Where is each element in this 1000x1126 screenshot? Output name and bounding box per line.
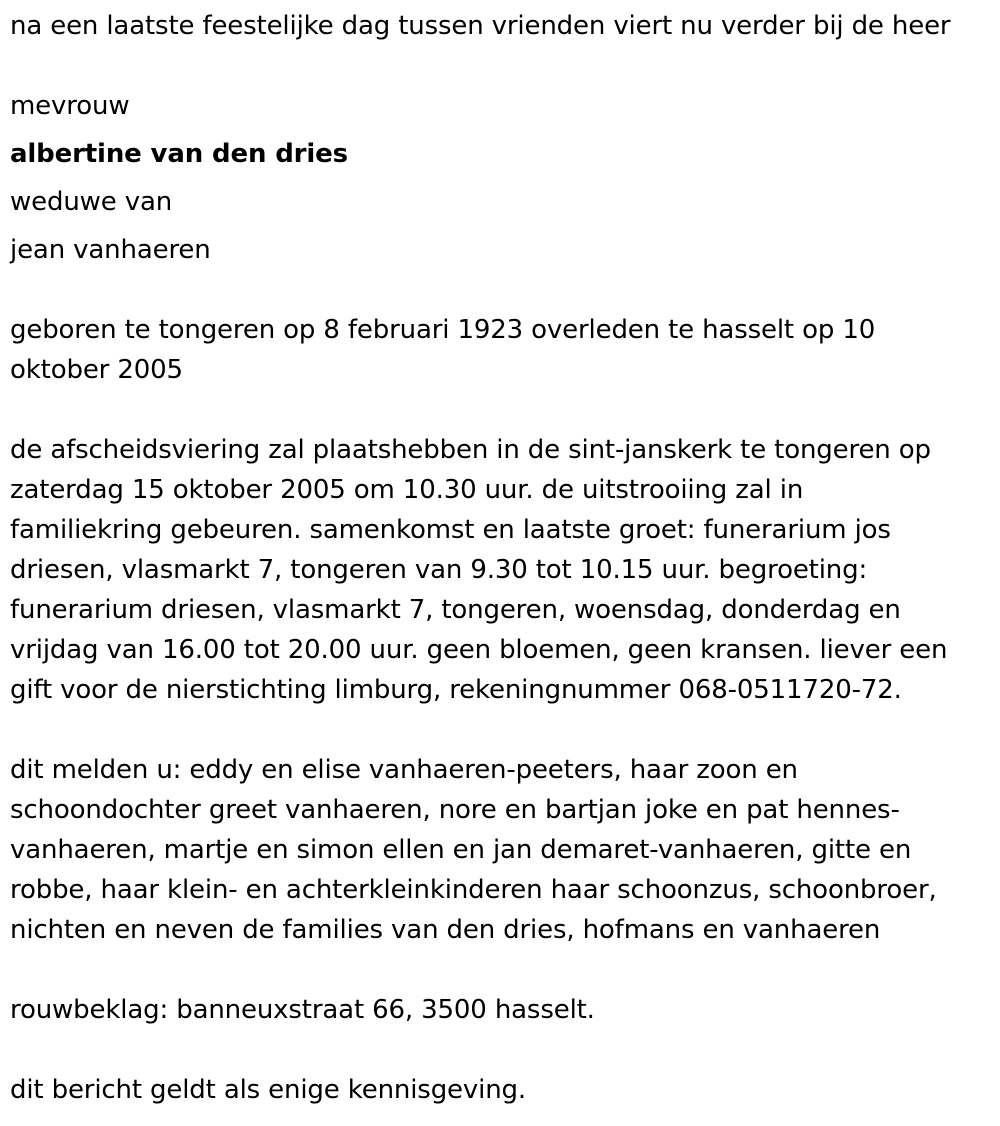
ceremony-line: funerarium driesen, vlasmarkt 7, tongeren, woensdag, donderdag en (10, 595, 901, 625)
birth-death-paragraph (10, 310, 985, 390)
ceremony-line: familiekring gebeuren. samenkomst en laatste groet: funerarium jos (10, 515, 891, 545)
family-line: nichten en neven de families van den dries, hofmans en vanhaeren (10, 915, 881, 945)
birth-death-line: oktober 2005 (10, 355, 183, 385)
title-line: mevrouw (10, 91, 130, 121)
ceremony-line: gift voor de nierstichting limburg, rekeningnummer 068-0511720-72. (10, 675, 902, 705)
family-line: robbe, haar klein- en achterkleinkinderen haar schoonzus, schoonbroer, (10, 875, 937, 905)
ceremony-line: de afscheidsviering zal plaatshebben in de sint-janskerk te tongeren op (10, 435, 931, 465)
spouse-name: jean vanhaeren (10, 235, 211, 265)
ceremony-paragraph (10, 430, 985, 710)
closing-line: dit bericht geldt als enige kennisgeving. (10, 1075, 527, 1105)
deceased-name: albertine van den dries (10, 139, 348, 169)
ceremony-line: zaterdag 15 oktober 2005 om 10.30 uur. de uitstrooiing zal in (10, 475, 804, 505)
family-line: schoondochter greet vanhaeren, nore en bartjan joke en pat hennes- (10, 795, 900, 825)
ceremony-line: vrijdag van 16.00 tot 20.00 uur. geen bloemen, geen kransen. liever een (10, 635, 948, 665)
ceremony-line: driesen, vlasmarkt 7, tongeren van 9.30 tot 10.15 uur. begroeting: (10, 555, 868, 585)
family-line: dit melden u: eddy en elise vanhaeren-peeters, haar zoon en (10, 755, 798, 785)
family-paragraph (10, 750, 985, 950)
relation-line: weduwe van (10, 187, 173, 217)
birth-death-line: geboren te tongeren op 8 februari 1923 overleden te hasselt op 10 (10, 315, 876, 345)
family-line: vanhaeren, martje en simon ellen en jan demaret-vanhaeren, gitte en (10, 835, 912, 865)
condolences-address: rouwbeklag: banneuxstraat 66, 3500 hasselt. (10, 995, 595, 1025)
intro-line: na een laatste feestelijke dag tussen vrienden viert nu verder bij de heer (10, 11, 951, 41)
